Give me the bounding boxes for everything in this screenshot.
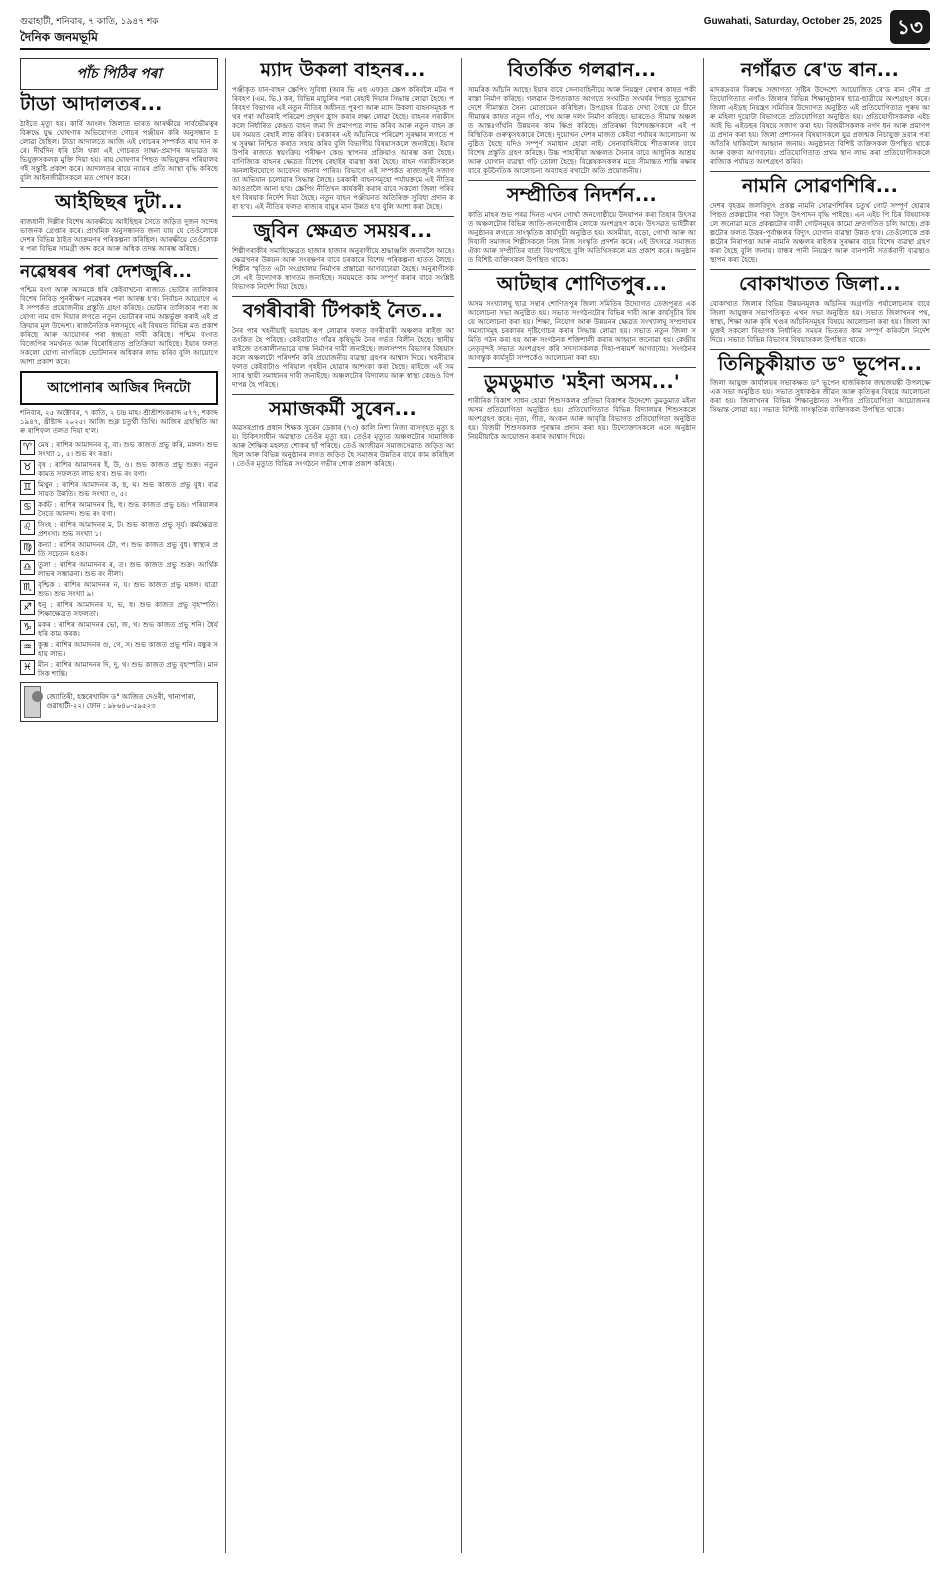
article-body: পঞ্জীকৃত যান-বাহন স্ক্ৰেপিং সুবিধা (আৰ ভি এছ এফ)ত স্ক্ৰেপ কৰিবলৈ মটৰ পৰিবহণ (এম. ভি.) কৰ, বিভিন্ন মাচুলিৰ পৰা ৰেহাই দিয়াৰ সিদ্ধান্ত লোৱা হৈছে। পৰিবহণ বিভাগৰ এই নতুন নীতিৰ অধীনত পুৰণা আৰু ম্যাদ উকলা বাহনসমূহক পথৰ পৰা আঁতৰাই পৰিৱেশ প্ৰদূষণ হ্ৰাস কৰাৰ লক্ষ্য লোৱা হৈছে। বাহনৰ গৰাকীসকলে নিৰ্ধাৰিত কেন্দ্ৰত বাহন জমা দি প্ৰমাণপত্ৰ লাভ কৰিব আৰু নতুন বাহন ক্ৰয়ৰ সময়ত ৰেহাই লাভ কৰিব। চৰকাৰৰ এই আঁচনিয়ে পৰিৱেশ সুৰক্ষাৰ লগতে পথ সুৰক্ষা নিশ্চিত কৰাত সহায় কৰিব বুলি বিভাগীয় বিষয়াসকলে জনাইছে। ইয়াৰ উপৰি ৰাজ্যত স্বয়ংক্ৰিয় পৰীক্ষণ কেন্দ্ৰ স্থাপনৰ প্ৰক্ৰিয়াও আৰম্ভ কৰা হৈছে। বাণিজ্যিক বাহনৰ ক্ষেত্ৰত বিশেষ ৰেহাইৰ ব্যৱস্থা কৰা হৈছে। বাহন গৰাকীসকলে অনলাইনযোগে আবেদন জনাব পাৰিব। বিভাগে এই সম্পৰ্কত ৰাজ্যজুৰি সজাগতা অভিযান চলোৱাৰ সিদ্ধান্ত লৈছে। চৰকাৰী বাহনসমূহো পৰ্যায়ক্ৰমে এই নীতিৰ আওতালৈ আনা হ'ব। স্ক্ৰেপিং নীতিখন কাৰ্যকৰী কৰাৰ বাবে সকলো জিলা পৰিবহণ বিষয়াক নিৰ্দেশ দিয়া হৈছে। নতুন বাহন পঞ্জীয়নত অতিৰিক্ত সুবিধা প্ৰদান কৰা হ'ব। এই নীতিৰ ফলত ৰাজ্যৰ বায়ুৰ মান উন্নত হ'ব বুলি আশা কৰা হৈছে। [232, 84, 454, 211]
zodiac-sign-icon: ♎ [20, 560, 35, 575]
headline: বগৰীবাৰী টিপকাই নৈত... [242, 299, 444, 322]
article-body: শিল্পীগৰাকীৰ সমাধিক্ষেত্ৰত হাজাৰ হাজাৰ অনুৰাগীয়ে শ্ৰদ্ধাঞ্জলি জনাবলৈ আহে। ক্ষেত্ৰখনৰ উন্নয়ন আৰু সংৰক্ষণৰ বাবে চৰকাৰে বিশেষ পৰিকল্পনা হাতত লৈছে। শিল্পীৰ স্মৃতিত এটা সংগ্ৰহালয় নিৰ্মাণৰ প্ৰস্তাৱো আগবঢ়োৱা হৈছে। অনুৰাগীসকলে এই উদ্যোগক স্বাগতম জনাইছে। সময়মতে কাম সম্পূৰ্ণ কৰাৰ বাবে সংশ্লিষ্ট বিভাগক নিৰ্দেশ দিয়া হৈছে। [232, 245, 454, 291]
horoscope-row [20, 480, 218, 498]
headline: নামনি সোৱণশিৰি... [741, 174, 899, 197]
horoscope-text: তুলা : ৰাশিৰ আমাদনৰ ৰ, ত। শুভ কাজত প্ৰভু শুক্ৰ। আৰ্থিক লাভৰ সম্ভাৱনা। শুভ ৰং নীলা। [38, 560, 218, 579]
horoscope-text: মকৰ : ৰাশিৰ আমাদনৰ ভো, জ, খ। শুভ কাজত প্ৰভু শনি। ধৈৰ্য ধৰি কাম কৰক। [38, 620, 218, 639]
headline: আটছাৰ শোণিতপুৰ... [496, 272, 668, 295]
horoscope-row [20, 660, 218, 678]
divider [710, 171, 930, 172]
horoscope-text: বৃশ্চিক : ৰাশিৰ আমাদনৰ ন, য। শুভ কাজত প্ৰভু মঙ্গল। যাত্ৰা শুভ। শুভ সংখ্যা ৯। [38, 580, 218, 599]
column-divider [703, 58, 704, 1553]
zodiac-sign-icon: ♓ [20, 660, 35, 675]
zodiac-sign-icon: ♊ [20, 480, 35, 495]
article-body: পশ্চিম বংগ আৰু অসমকে ধৰি কেইবাখনো ৰাজ্যত ভোটাৰ তালিকাৰ বিশেষ নিবিড় পুনৰীক্ষণ নৱেম্বৰৰ পৰা আৰম্ভ হ'ব। নিৰ্বাচন আয়োগে এই সম্পৰ্কত প্ৰয়োজনীয় প্ৰস্তুতি গ্ৰহণ কৰিছে। ভোটাৰ তালিকাৰ পৰা অযোগ্য নাম বাদ দিয়াৰ লগতে নতুন ভোটাৰৰ নাম অন্তৰ্ভুক্ত কৰাই এই প্ৰক্ৰিয়াৰ মূল উদ্দেশ্য। ৰাজনৈতিক দলসমূহে এই বিষয়ত বিভিন্ন মত প্ৰকাশ কৰিছে আৰু আয়োগৰ পৰা স্বচ্ছতা দাবী কৰিছে। পশ্চিম বংগত বিজেপিৰ সমৰ্থনত আৰু বিৰোধিতাত প্ৰতিক্ৰিয়া আহিছে। ইয়াৰ ফলত সকলো যোগ্য নাগৰিকে ভোটদানৰ অধিকাৰ লাভ কৰিব বুলি আয়োগে আশা প্ৰকাশ কৰে। [20, 285, 218, 367]
zodiac-sign-icon: ♋ [20, 500, 35, 515]
horoscope-text: মিথুন : ৰাশিৰ আমাদনৰ ক, ছ, ঘ। শুভ কাজত প্ৰভু বুধ। ব্যৱসায়ত উন্নতি। শুভ সংখ্যা ৩, ৫। [38, 480, 218, 499]
page-number: ১৩ [890, 10, 930, 44]
divider [710, 269, 930, 270]
astrologer-contact: জ্যোতিষী, হস্তৰেখাবিদ ড° আজিত দেওৰী, খানাপাৰা, গুৱাহাটী-২২। ফোন : ৯৮৬৪০-৫৯৫২৩ [46, 693, 196, 711]
date-right: Guwahati, Saturday, October 25, 2025 [703, 16, 882, 27]
column-4 [710, 58, 930, 1553]
headline: তিনিচুকীয়াত ড° ভূপেন... [717, 352, 922, 375]
divider [232, 216, 454, 217]
horoscope-row [20, 620, 218, 638]
headline: আইছিছৰ দুটা... [55, 190, 183, 213]
divider [20, 258, 218, 259]
article-body: সামৰিক আঁচনি আছে। ইয়াৰ বাবে সেনাবাহিনীয়ে আৰু নিয়ন্ত্ৰণ ৰেখাৰ কাষত পকী ৰাস্তা নিৰ্মাণ কৰিছে। গলৱান উপত্যকাত আগতে সংঘটিত সংঘৰ্ষৰ পিছত দুয়োখন দেশে সীমান্তত সৈন্য মোতায়েন কৰিছিল। উপগ্ৰহৰ চিত্ৰত দেখা গৈছে যে চীনে সীমান্তৰ কাষত নতুন গাঁও, পথ আৰু দলং নিৰ্মাণ কৰিছে। ভাৰতেও সীমান্ত অঞ্চলত আন্তঃগাঁথনি উন্নয়নৰ কাম ক্ষিপ্ৰ কৰিছে। প্ৰতিৰক্ষা বিশেষজ্ঞসকলে এই পৰিস্থিতিক গুৰুত্বসহকাৰে লৈছে। দুয়োখন দেশৰ মাজত কেইবা পৰ্যায়ৰ আলোচনা অনুষ্ঠিত হৈছে যদিও সম্পূৰ্ণ সমাধান হোৱা নাই। সেনাবাহিনীয়ে শীতকালৰ বাবে বিশেষ প্ৰস্তুতি গ্ৰহণ কৰিছে। উচ্চ পাহাৰীয়া অঞ্চলত সৈন্যৰ বাবে আধুনিক আশ্ৰয় আৰু যোগান ব্যৱস্থা গঢ়ি তোলা হৈছে। বিশ্লেষকসকলৰ মতে সীমান্তত শান্তি ৰক্ষাৰ বাবে কূটনৈতিক আলোচনা অব্যাহত ৰখাটো অতি প্ৰয়োজনীয়। [468, 84, 696, 175]
divider [468, 180, 696, 181]
horoscope-intro: শনিবাৰ, ২৫ অক্টোবৰ, ৭ কাতি, ২ চন্দ্ৰ মাহ। শ্ৰীশ্ৰীশংকৰাব্দ ৫৭৭, শকাব্দ ১৯৪৭, খ্ৰীষ্টাব্দ ২০২৫। আজি শুক্ল চতুৰ্থী তিথি। আজিৰ গ্ৰহস্থিতি আৰু ৰাশিফল তলত দিয়া হ'ল। [20, 408, 218, 436]
article-body: বোকাখাত জিলাৰ বিভিন্ন উন্নয়নমূলক আঁচনিৰ অগ্ৰগতি পৰ্যালোচনাৰ বাবে জিলা আয়ুক্তৰ সভাপতিত্বত এখন সভা অনুষ্ঠিত হয়। সভাত জিলাখনৰ পথ, স্বাস্থ্য, শিক্ষা আৰু কৃষি খণ্ডৰ আঁচনিসমূহৰ বিষয়ে আলোচনা কৰা হয়। জিলা আয়ুক্তই সকলো বিভাগক নিৰ্ধাৰিত সময়ৰ ভিতৰত কাম সম্পূৰ্ণ কৰিবলৈ নিৰ্দেশ দিয়ে। সভাত বিভিন্ন বিভাগৰ বিষয়াসকল উপস্থিত থাকে। [710, 298, 930, 344]
astrologer-box [20, 682, 218, 722]
horoscope-row [20, 560, 218, 578]
horoscope-text: সিংহ : ৰাশিৰ আমাদনৰ ম, ট। শুভ কাজত প্ৰভু সূৰ্য। কৰ্মক্ষেত্ৰত প্ৰশংসা। শুভ সংখ্যা ১। [38, 520, 218, 539]
article-body: ৰাজধানী দিল্লীৰ বিশেষ আৰক্ষীয়ে আইছিছৰ সৈতে জড়িত দুজন সন্দেহভাজনক গ্ৰেপ্তাৰ কৰে। প্ৰাথমিক অনুসন্ধানত জনা যায় যে তেওঁলোকে দেশৰ বিভিন্ন ঠাইত আক্ৰমণৰ পৰিকল্পনা কৰিছিল। আৰক্ষীয়ে তেওঁলোকৰ পৰা বিভিন্ন সামগ্ৰী জব্দ কৰে আৰু অধিক তদন্ত আৰম্ভ কৰিছে। [20, 216, 218, 253]
horoscope-row [20, 500, 218, 518]
headline: জুবিন ক্ষেত্ৰত সময়ৰ... [253, 219, 433, 242]
masthead [20, 12, 930, 50]
zodiac-sign-icon: ♒ [20, 640, 35, 655]
article-body: নৈৰ পাৰ খহনীয়াই ভয়াৱহ ৰূপ লোৱাৰ ফলত বগৰীবাৰী অঞ্চলৰ ৰাইজ আতংকিত হৈ পৰিছে। কেইবাটাও গাঁৱৰ কৃষিভূমি নৈৰ গৰ্ভত বিলীন হৈছে। স্থানীয় ৰাইজে তৎকালীনভাৱে বান্ধ নিৰ্মাণৰ দাবী জনাইছে। জলসম্পদ বিভাগৰ বিষয়াসকলে অঞ্চলটো পৰিদৰ্শন কৰি প্ৰয়োজনীয় ব্যৱস্থা গ্ৰহণৰ আশ্বাস দিয়ে। খহনীয়াৰ ফলত কেইবাটাও পৰিয়াল গৃহহীন হোৱাৰ আশংকা কৰা হৈছে। ৰাইজে এই সমস্যাৰ স্থায়ী সমাধানৰ দাবী জনাইছে। অঞ্চলটোৰ বিদ্যালয় আৰু স্বাস্থ্য কেন্দ্ৰও বিপদাপন্ন হৈ পৰিছে। [232, 325, 454, 389]
horoscope-row [20, 540, 218, 558]
article-body: জিলা আয়ুক্ত কাৰ্যালয়ৰ সভাকক্ষত ড° ভূপেন হাজৰিকাৰ জন্মজয়ন্তী উপলক্ষে এক সভা অনুষ্ঠিত হয়। সভাত সুধাকণ্ঠৰ জীৱন আৰু কৃতিত্বৰ বিষয়ে আলোচনা কৰা হয়। জিলাখনৰ বিভিন্ন শিক্ষানুষ্ঠানত সংগীত প্ৰতিযোগিতা আয়োজনৰ সিদ্ধান্ত লোৱা হয়। সভাত বিশিষ্ট সাংস্কৃতিক ব্যক্তিসকল উপস্থিত থাকে। [710, 378, 930, 415]
article-body: অৱসৰপ্ৰাপ্ত প্ৰধান শিক্ষক সুৰেন ডেকাৰ (৭৩) কালি নিশা নিজা বাসগৃহত মৃত্যু হয়। চিকিৎসাধীন অৱস্থাত তেওঁৰ মৃত্যু হয়। তেওঁৰ মৃত্যুত অঞ্চলটোৰ সামাজিক আৰু শৈক্ষিক মহলত শোকৰ ছাঁ পৰিছে। তেওঁ আজীৱন সমাজসেৱাত জড়িত আছিল আৰু বিভিন্ন অনুষ্ঠানৰ লগত জড়িত হৈ সমাজৰ উন্নতিৰ বাবে কাম কৰিছিল। তেওঁৰ মৃত্যুত বিভিন্ন সংগঠনে গভীৰ শোক প্ৰকাশ কৰিছে। [232, 423, 454, 469]
headline: বোকাখাতত জিলা... [739, 272, 901, 295]
article-body: মাদকদ্ৰব্যৰ বিৰুদ্ধে সজাগতা সৃষ্টিৰ উদ্দেশ্যে আয়োজিত ৰে'ড ৰান দৌৰ প্ৰতিযোগিতাত নগাঁও জিলাৰ বিভিন্ন শিক্ষানুষ্ঠানৰ ছাত্ৰ-ছাত্ৰীয়ে অংশগ্ৰহণ কৰে। জিলা এইডছ নিয়ন্ত্ৰণ সমিতিৰ উদ্যোগত অনুষ্ঠিত এই প্ৰতিযোগিতাত পুৰুষ আৰু মহিলা দুয়োটা বিভাগতে প্ৰতিযোগিতা অনুষ্ঠিত হয়। প্ৰতিযোগীসকলক এইচ আই ভি এইডছৰ বিষয়ে সজাগ কৰা হয়। বিজয়ীসকলক নগদ ধন আৰু প্ৰমাণপত্ৰ প্ৰদান কৰা হয়। জিলা প্ৰশাসনৰ বিষয়াসকলে যুৱ প্ৰজন্মক নিচাযুক্ত দ্ৰব্যৰ পৰা আঁতৰি থাকিবলৈ আহ্বান জনায়। অনুষ্ঠানত বিশিষ্ট ব্যক্তিসকল উপস্থিত থাকে আৰু বক্তব্য আগবঢ়ায়। প্ৰতিযোগিতাত প্ৰথম স্থান লাভ কৰা প্ৰতিযোগীসকলে ৰাজ্যিক পৰ্যায়ত অংশগ্ৰহণ কৰিব। [710, 84, 930, 166]
horoscope-text: কুম্ভ : ৰাশিৰ আমাদনৰ গু, গে, স। শুভ কাজত প্ৰভু শনি। বন্ধুৰ সহায় লাভ। [38, 640, 218, 659]
headline: সমাজকৰ্মী সুৰেন... [269, 397, 417, 420]
paper-name: দৈনিক জনমভূমি [20, 30, 98, 44]
headline: সম্প্ৰীতিৰ নিদৰ্শন... [507, 183, 657, 206]
horoscope-text: মীন : ৰাশিৰ আমাদনৰ দি, দু, থ। শুভ কাজত প্ৰভু বৃহস্পতি। মানসিক শান্তি। [38, 660, 218, 679]
horoscope-text: কন্যা : ৰাশিৰ আমাদনৰ টো, প। শুভ কাজত প্ৰভু বুধ। স্বাস্থ্যৰ প্ৰতি সচেতন হওক। [38, 540, 218, 559]
headline: বিতৰ্কিত গলৱান... [507, 59, 657, 81]
zodiac-sign-icon: ♌ [20, 520, 35, 535]
headline: নগাঁৱত ৰে'ড ৰান... [740, 59, 900, 81]
divider [468, 269, 696, 270]
article-body: অসম সংখ্যালঘু ছাত্ৰ সন্থাৰ শোণিতপুৰ জিলা সমিতিৰ উদ্যোগত তেজপুৰত এক আলোচনা সভা অনুষ্ঠিত হয়। সভাত সংগঠনটোৰ বিভিন্ন দাবী আৰু কাৰ্যসূচীৰ বিষয়ে আলোচনা কৰা হয়। শিক্ষা, নিয়োগ আৰু উন্নয়নৰ ক্ষেত্ৰত সংখ্যালঘু সম্প্ৰদায়ৰ সমস্যাসমূহ চৰকাৰৰ দৃষ্টিগোচৰ কৰাৰ সিদ্ধান্ত লোৱা হয়। সভাত নতুন জিলা সমিতি গঠন কৰা হয় আৰু সংগঠনক শক্তিশালী কৰাৰ আহ্বান জনোৱা হয়। কেন্দ্ৰীয় নেতৃবৃন্দই সভাত অংশগ্ৰহণ কৰি সদস্যসকলক দিহা-পৰামৰ্শ আগবঢ়ায়। সংগঠনৰ আগন্তুক কাৰ্যসূচী সম্পৰ্কেও আলোচনা কৰা হয়। [468, 298, 696, 362]
divider [232, 296, 454, 297]
zodiac-sign-icon: ♐ [20, 600, 35, 615]
article-body: ঠাইতে মৃত্যু হয়। কাৰ্বি আংলং জিলাত ভাৰত আৰক্ষীয়ে সাৰ্বভৌমত্বৰ বিৰুদ্ধে যুদ্ধ ঘোষণাৰ অভিযোগত গোচৰ পঞ্জীয়ন কৰি অনুসন্ধান চলোৱা হৈছিল। টাডা আদালতে আজি এই গোচৰৰ সম্পৰ্কত ৰায় দান কৰে। দীৰ্ঘদিন ধৰি চলি থকা এই গোচৰত সাক্ষ্য-প্ৰমাণৰ অভাৱত অভিযুক্তসকলক মুক্তি দিয়া হয়। ৰায় ঘোষণাৰ পিছত অভিযুক্তৰ পৰিয়ালবৰ্গই সন্তুষ্টি প্ৰকাশ কৰে। আদালতৰ ৰায়ে ন্যায়ৰ প্ৰতি আস্থা বৃদ্ধি কৰিছে বুলি আইনজীৱীসকলে মত পোষণ কৰে। [20, 118, 218, 182]
zodiac-sign-icon: ♑ [20, 620, 35, 635]
horoscope-row [20, 440, 218, 458]
zodiac-sign-icon: ♏ [20, 580, 35, 595]
divider [232, 394, 454, 395]
divider [710, 349, 930, 350]
zodiac-sign-icon: ♈ [20, 440, 35, 455]
column-divider [461, 58, 462, 1553]
horoscope-row [20, 460, 218, 478]
divider [20, 187, 218, 188]
zodiac-sign-icon: ♍ [20, 540, 35, 555]
horoscope-row [20, 580, 218, 598]
zodiac-sign-icon: ♉ [20, 460, 35, 475]
horoscope-text: বৃষ : ৰাশিৰ আমাদনৰ ই, উ, ও। শুভ কাজত প্ৰভু শুক্ৰ। নতুন কামত সফলতা লাভ হ'ব। শুভ ৰং বগা। [38, 460, 218, 479]
divider [468, 367, 696, 368]
column-1 [20, 58, 218, 1553]
date-left: গুৱাহাটী, শনিবাৰ, ৭ কাতি, ১৯৪৭ শক [20, 17, 159, 27]
horoscope-text: ধনু : ৰাশিৰ আমাদনৰ য, ভ, ধ। শুভ কাজত প্ৰভু বৃহস্পতি। শিক্ষাক্ষেত্ৰত সফলতা। [38, 600, 218, 619]
headline: ম্যাদ উকলা বাহনৰ... [260, 59, 426, 81]
horoscope-row [20, 600, 218, 618]
article-body: কাতি মাহৰ শুভ পৰৱ দিনত এখন গোৰ্খা জনগোষ্ঠীয়ে উদযাপন কৰা তিহাৰ উৎসৱত অঞ্চলটোৰ বিভিন্ন জাতি-জনগোষ্ঠীৰ লোকে অংশগ্ৰহণ কৰে। উৎসৱত ভাইটীকা অনুষ্ঠানৰ লগতে সাংস্কৃতিক কাৰ্যসূচী অনুষ্ঠিত হয়। অসমীয়া, বড়ো, গোৰ্খা আৰু আদিবাসী সমাজৰ শিল্পীসকলে নিজ নিজ সংস্কৃতি প্ৰদৰ্শন কৰে। এই উৎসৱে সমাজত ঐক্য আৰু সম্প্ৰীতিৰ বাৰ্তা বিয়পাইছে বুলি অতিথিসকলে মত প্ৰকাশ কৰে। অনুষ্ঠানত বিশিষ্ট ব্যক্তিসকল উপস্থিত থাকে। [468, 209, 696, 264]
article-body: দেশৰ বৃহত্তম জলবিদ্যুৎ প্ৰকল্প নামনি সোৱণশিৰিৰ চতুৰ্থ গোট সম্পূৰ্ণ হোৱাৰ পিছত প্ৰকল্পটোৰ পৰা বিদ্যুৎ উৎপাদন বৃদ্ধি পাইছে। এন এইচ পি চিৰ বিষয়াসকলে জনোৱা মতে প্ৰকল্পটোৰ বাকী গোটসমূহৰ কামো দ্ৰুতগতিত চলি আছে। প্ৰকল্পটোৰ ফলত উত্তৰ-পূৰ্বাঞ্চলৰ বিদ্যুৎ যোগান ব্যৱস্থা উন্নত হ'ব। তেওঁলোকে প্ৰকল্পটোৰ নিৰাপত্তা আৰু নামনি অঞ্চলৰ ৰাইজৰ সুৰক্ষাৰ বাবে বিশেষ ব্যৱস্থা গ্ৰহণ কৰা হৈছে বুলি জনায়। বান্ধৰ পানী নিয়ন্ত্ৰণ আৰু বানপানী সতৰ্কবাণী ব্যৱস্থাও স্থাপন কৰা হৈছে। [710, 200, 930, 264]
astrologer-photo [24, 686, 41, 718]
column-2 [232, 58, 454, 1553]
horoscope-row [20, 520, 218, 538]
headline: টাডা আদালতৰ... [20, 93, 163, 115]
headline: নৱেম্বৰৰ পৰা দেশজুৰি... [20, 261, 193, 282]
horoscope-text: মেষ : ৰাশিৰ আমাদনৰ বৃ, বা। শুভ কাজত প্ৰভু কৰি, মঙ্গল। শুভ সংখ্যা ১, ৫। শুভ ৰং ৰঙা। [38, 440, 218, 459]
column-3 [468, 58, 696, 1553]
horoscope-title: আপোনাৰ আজিৰ দিনটো [20, 371, 218, 405]
headline: ডুমডুমাত 'মইনা অসম...' [484, 370, 680, 393]
horoscope-row [20, 640, 218, 658]
horoscope-list [20, 440, 218, 678]
column-divider [225, 58, 226, 1553]
horoscope-text: কৰ্কট : ৰাশিৰ আমাদনৰ হি, হু। শুভ কাজত প্ৰভু চন্দ্ৰ। পৰিয়ালৰ সৈতে আনন্দ। শুভ ৰং বগা। [38, 500, 218, 519]
article-body: শাৰীৰিক বিকাশ সাধন হোৱা শিশুসকলৰ প্ৰতিভা বিকাশৰ উদ্দেশ্যে ডুমডুমাত মইনা অসম প্ৰতিযোগিতা অনুষ্ঠিত হয়। প্ৰতিযোগিতাত বিভিন্ন বিদ্যালয়ৰ শিশুসকলে অংশগ্ৰহণ কৰে। নৃত্য, গীত, অংকন আৰু আবৃত্তি বিভাগত প্ৰতিযোগিতা অনুষ্ঠিত হয়। বিজয়ী শিশুসকলক পুৰস্কাৰ প্ৰদান কৰা হয়। উদ্যোক্তাসকলে এনে অনুষ্ঠান নিয়মীয়াকৈ আয়োজন কৰাৰ আশ্বাস দিয়ে। [468, 396, 696, 442]
section-title: পাঁচ পিঠিৰ পৰা [20, 58, 218, 90]
